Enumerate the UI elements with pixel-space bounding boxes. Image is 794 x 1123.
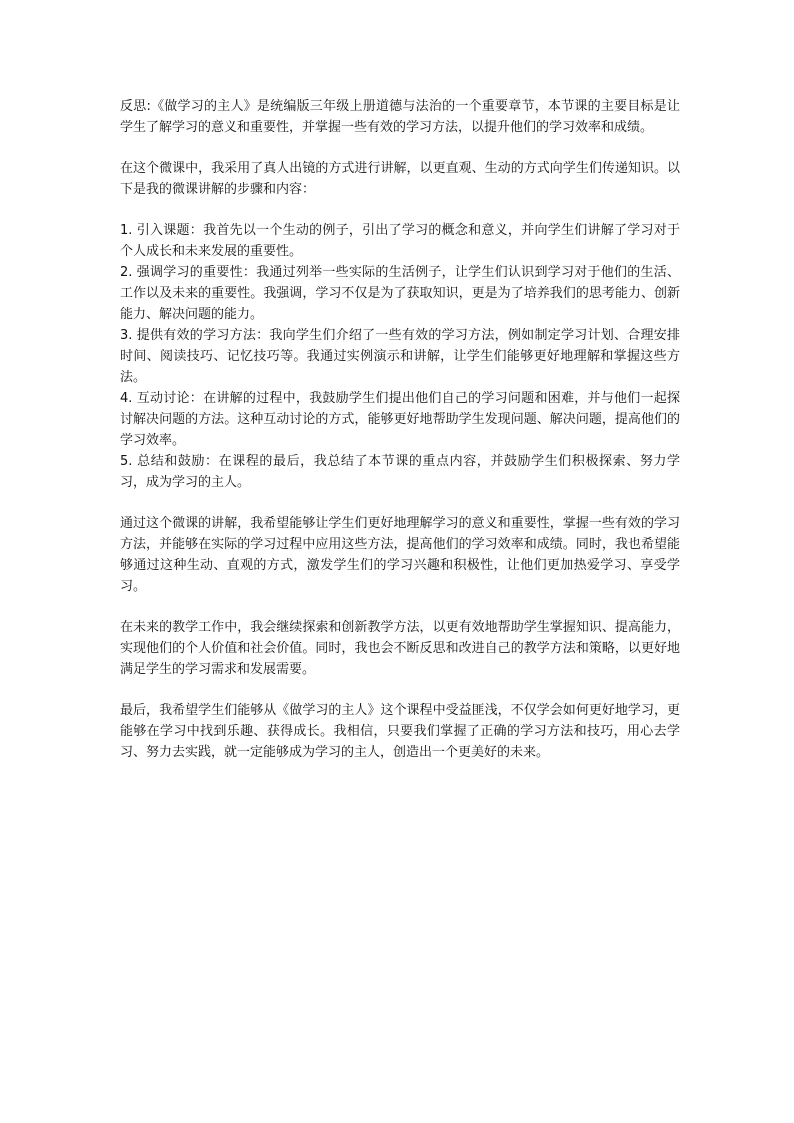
step-item-2: 2. 强调学习的重要性：我通过列举一些实际的生活例子，让学生们认识到学习对于他们的生活、工作以及未来的重要性。我强调，学习不仅是为了获取知识，更是为了培养我们的思考能力、创新能力、解决问题的能力。 xyxy=(120,265,680,322)
step-item-3: 3. 提供有效的学习方法：我向学生们介绍了一些有效的学习方法，例如制定学习计划、合理安排时间、阅读技巧、记忆技巧等。我通过实例演示和讲解，让学生们能够更好地理解和掌握这些方法。 xyxy=(120,328,680,385)
paragraph-gap xyxy=(120,493,680,513)
paragraph-goal: 通过这个微课的讲解，我希望能够让学生们更好地理解学习的意义和重要性，掌握一些有效的学习方法，并能够在实际的学习过程中应用这些方法，提高他们的学习效率和成绩。同时，我也希望能够通过这种生动、直观的方式，激发学生们的学习兴趣和积极性，让他们更加热爱学习、享受学习。 xyxy=(120,516,680,594)
step-item-4: 4. 互动讨论：在讲解的过程中，我鼓励学生们提出他们自己的学习问题和困难，并与他们一起探讨解决问题的方法。这种互动讨论的方式，能够更好地帮助学生发现问题、解决问题，提高他们的学习效率。 xyxy=(120,391,680,448)
paragraph-gap xyxy=(120,597,680,617)
paragraph-conclusion: 最后，我希望学生们能够从《做学习的主人》这个课程中受益匪浅，不仅学会如何更好地学习，更能够在学习中找到乐趣、获得成长。我相信，只要我们掌握了正确的学习方法和技巧，用心去学习、努力去实践，就一定能够成为学习的主人，创造出一个更美好的未来。 xyxy=(120,703,680,760)
document-page xyxy=(120,96,680,763)
step-item-1: 1. 引入课题：我首先以一个生动的例子，引出了学习的概念和意义，并向学生们讲解了学习对于个人成长和未来发展的重要性。 xyxy=(120,223,680,259)
step-item-5: 5. 总结和鼓励：在课程的最后，我总结了本节课的重点内容，并鼓励学生们积极探索、努力学习，成为学习的主人。 xyxy=(120,454,680,490)
steps-list xyxy=(120,220,680,493)
paragraph-gap xyxy=(120,200,680,220)
paragraph-gap xyxy=(120,680,680,700)
paragraph-gap xyxy=(120,138,680,158)
paragraph-intro: 反思:《做学习的主人》是统编版三年级上册道德与法治的一个重要章节，本节课的主要目标是让学生了解学习的意义和重要性，并掌握一些有效的学习方法，以提升他们的学习效率和成绩。 xyxy=(120,99,680,135)
paragraph-method: 在这个微课中，我采用了真人出镜的方式进行讲解，以更直观、生动的方式向学生们传递知识。以下是我的微课讲解的步骤和内容： xyxy=(120,161,680,197)
paragraph-future: 在未来的教学工作中，我会继续探索和创新教学方法，以更有效地帮助学生掌握知识、提高能力，实现他们的个人价值和社会价值。同时，我也会不断反思和改进自己的教学方法和策略，以更好地满足学生的学习需求和发展需要。 xyxy=(120,620,680,677)
